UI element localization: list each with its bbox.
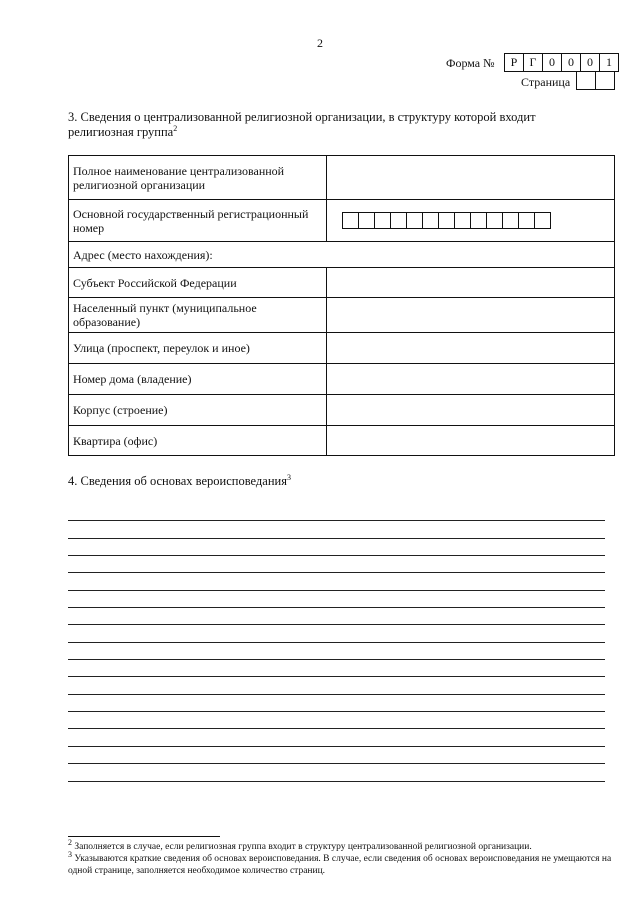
- row-value-field[interactable]: [327, 268, 615, 298]
- form-code-cell: Р: [504, 53, 524, 72]
- blank-line[interactable]: [68, 608, 605, 625]
- form-code-cell: 0: [542, 53, 562, 72]
- faith-basis-lines: [68, 504, 605, 782]
- blank-line[interactable]: [68, 677, 605, 694]
- row-value-field[interactable]: [327, 395, 615, 426]
- row-value-field[interactable]: [327, 156, 615, 200]
- form-code-cell: 0: [561, 53, 581, 72]
- page-number-cell[interactable]: [576, 71, 596, 90]
- form-number-label: Форма №: [446, 56, 495, 70]
- blank-line[interactable]: [68, 660, 605, 677]
- org-info-table: [68, 155, 615, 456]
- footnotes: [68, 837, 616, 877]
- page-number: 2: [317, 36, 323, 50]
- footnote-text: Заполняется в случае, если религиозная группа входит в структуру централизованной религиозной организации.: [74, 842, 532, 852]
- row-label: Субъект Российской Федерации: [69, 268, 327, 298]
- footnote-2: [68, 837, 616, 853]
- section4-title-text: 4. Сведения об основах вероисповедания: [68, 474, 287, 488]
- ogrn-boxes: [343, 212, 610, 229]
- blank-line[interactable]: [68, 729, 605, 746]
- row-value-field[interactable]: [327, 364, 615, 395]
- footnote-rule: [68, 836, 220, 837]
- blank-line[interactable]: [68, 747, 605, 764]
- table-row: [69, 242, 615, 268]
- form-code-cell: 1: [599, 53, 619, 72]
- table-row: [69, 426, 615, 456]
- table-row: [69, 298, 615, 333]
- row-value-field[interactable]: [327, 298, 615, 333]
- blank-line[interactable]: [68, 504, 605, 521]
- footnote-ref-3: 3: [286, 472, 291, 482]
- row-value-field[interactable]: [327, 333, 615, 364]
- table-row: [69, 200, 615, 242]
- blank-line[interactable]: [68, 539, 605, 556]
- page-label: Страница: [521, 75, 571, 89]
- section3-title: [68, 110, 568, 140]
- ogrn-digit-box[interactable]: [422, 212, 439, 229]
- form-code-cells: [505, 53, 619, 72]
- table-row: [69, 268, 615, 298]
- ogrn-digit-box[interactable]: [406, 212, 423, 229]
- section4-title: [68, 474, 568, 489]
- ogrn-digit-box[interactable]: [454, 212, 471, 229]
- form-code-cell: Г: [523, 53, 543, 72]
- blank-line[interactable]: [68, 573, 605, 590]
- footnote-text: Указываются краткие сведения об основах вероисповедания. В случае, если сведения об основах вероисповедания не умещаются на одной странице, заполняется необходимое количество страниц.: [68, 854, 612, 876]
- ogrn-digit-box[interactable]: [438, 212, 455, 229]
- ogrn-digit-box[interactable]: [534, 212, 551, 229]
- form-code-cell: 0: [580, 53, 600, 72]
- ogrn-digit-box[interactable]: [342, 212, 359, 229]
- footnote-marker: 3: [68, 849, 72, 859]
- row-label: Улица (проспект, переулок и иное): [69, 333, 327, 364]
- row-label: Основной государственный регистрационный номер: [69, 200, 327, 242]
- table-row: [69, 364, 615, 395]
- ogrn-digit-box[interactable]: [518, 212, 535, 229]
- blank-line[interactable]: [68, 695, 605, 712]
- footnote-3: [68, 849, 616, 877]
- blank-line[interactable]: [68, 625, 605, 642]
- blank-line[interactable]: [68, 643, 605, 660]
- row-label: Адрес (место нахождения):: [69, 242, 615, 268]
- table-row: [69, 395, 615, 426]
- ogrn-digit-box[interactable]: [390, 212, 407, 229]
- footnote-ref-2: 2: [173, 123, 178, 133]
- blank-line[interactable]: [68, 764, 605, 781]
- row-value-field[interactable]: [327, 426, 615, 456]
- section3-title-text: 3. Сведения о централизованной религиозной организации, в структуру которой входит религиозная группа: [68, 110, 536, 139]
- page-number-cells: [577, 71, 615, 90]
- table-row: [69, 333, 615, 364]
- page-number-cell[interactable]: [595, 71, 615, 90]
- blank-line[interactable]: [68, 712, 605, 729]
- ogrn-digit-box[interactable]: [502, 212, 519, 229]
- blank-line[interactable]: [68, 591, 605, 608]
- row-label: Населенный пункт (муниципальное образование): [69, 298, 327, 333]
- blank-line[interactable]: [68, 521, 605, 538]
- row-label: Корпус (строение): [69, 395, 327, 426]
- ogrn-digit-box[interactable]: [358, 212, 375, 229]
- row-label: Номер дома (владение): [69, 364, 327, 395]
- row-label: Полное наименование централизованной религиозной организации: [69, 156, 327, 200]
- ogrn-digit-box[interactable]: [486, 212, 503, 229]
- row-label: Квартира (офис): [69, 426, 327, 456]
- row-value-field[interactable]: [327, 200, 615, 242]
- ogrn-digit-box[interactable]: [470, 212, 487, 229]
- footnote-marker: 2: [68, 837, 72, 847]
- ogrn-digit-box[interactable]: [374, 212, 391, 229]
- blank-line[interactable]: [68, 556, 605, 573]
- table-row: [69, 156, 615, 200]
